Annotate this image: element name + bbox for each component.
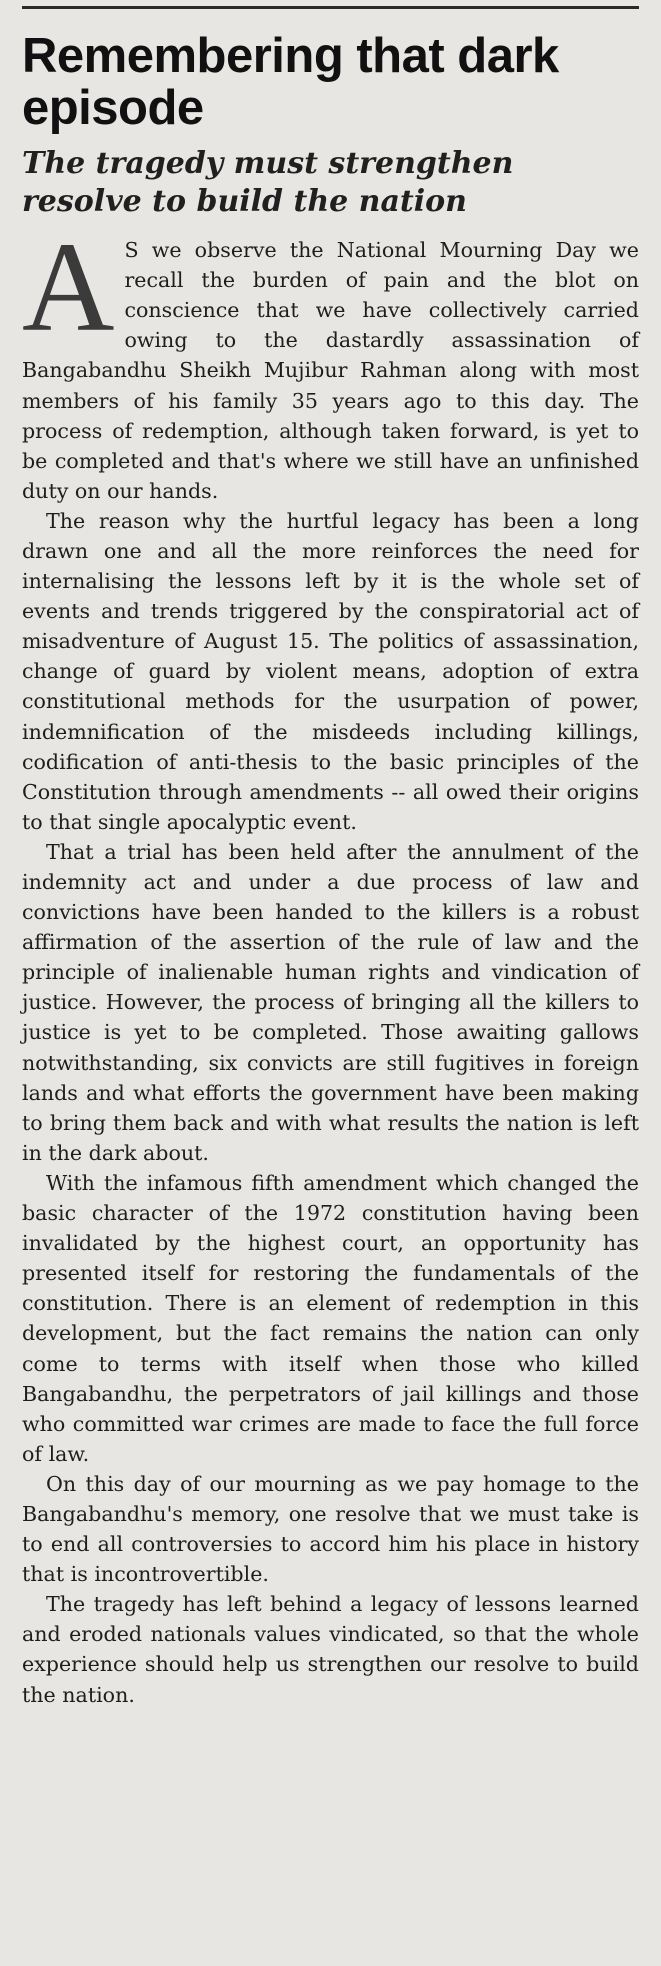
headline: Remembering that dark episode — [22, 29, 559, 136]
paragraph-4: With the infamous fifth amendment which changed the basic character of the 1972 constitution having been invalidated by the highest court, an opportunity has presented itself for restoring the fundamentals of the constitution. There is an element of redemption in this development, but the fact remains the nation can only come to terms with itself when those who killed Bangabandhu, the perpetrators of jail killings and those who committed war crimes are made to face the full force of law. — [22, 1170, 639, 1466]
paragraph-1-text: S we observe the National Mourning Day we recall the burden of pain and the blot on conscience that we have collectively carried owing to the dastardly assassination of Bangabandhu Sheikh Mujibur Rahman along with most members of his family 35 years ago to this day. The process of redemption, although taken forward, is yet to be completed and that's where we still have an unfinished duty on our hands. — [22, 238, 639, 503]
paragraph-5: On this day of our mourning as we pay homage to the Bangabandhu's memory, one resolve that we must take is to end all controversies to accord him his place in history that is incontrovertible. — [22, 1471, 639, 1587]
paragraph-1 — [22, 216, 639, 506]
drop-cap-letter: A — [22, 216, 115, 359]
editorial-article — [22, 12, 639, 1710]
paragraph-2: The reason why the hurtful legacy has been a long drawn one and all the more reinforces the need for internalising the lessons left by it is the whole set of events and trends triggered by the conspiratorial act of misadventure of August 15. The politics of assassination, change of guard by violent means, adoption of extra constitutional methods for the usurpation of power, indemnification of the misdeeds including killings, codification of anti-thesis to the basic principles of the Constitution through amendments -- all owed their origins to that single apocalyptic event. — [22, 508, 639, 834]
paragraph-3: That a trial has been held after the annulment of the indemnity act and under a due process of law and convictions have been handed to the killers is a robust affirmation of the assertion of the rule of law and the principle of inalienable human rights and vindication of justice. However, the process of bringing all the killers to justice is yet to be completed. Those awaiting gallows notwithstanding, six convicts are still fugitives in foreign lands and what efforts the government have been making to bring them back and with what results the nation is left in the dark about. — [22, 839, 639, 1165]
paragraph-6: The tragedy has left behind a legacy of lessons learned and eroded nationals values vindicated, so that the whole experience should help us strengthen our resolve to build the nation. — [22, 1592, 639, 1707]
subheadline: The tragedy must strengthen resolve to build the nation — [22, 145, 514, 219]
article-body — [22, 216, 639, 1710]
top-rule — [22, 6, 639, 9]
